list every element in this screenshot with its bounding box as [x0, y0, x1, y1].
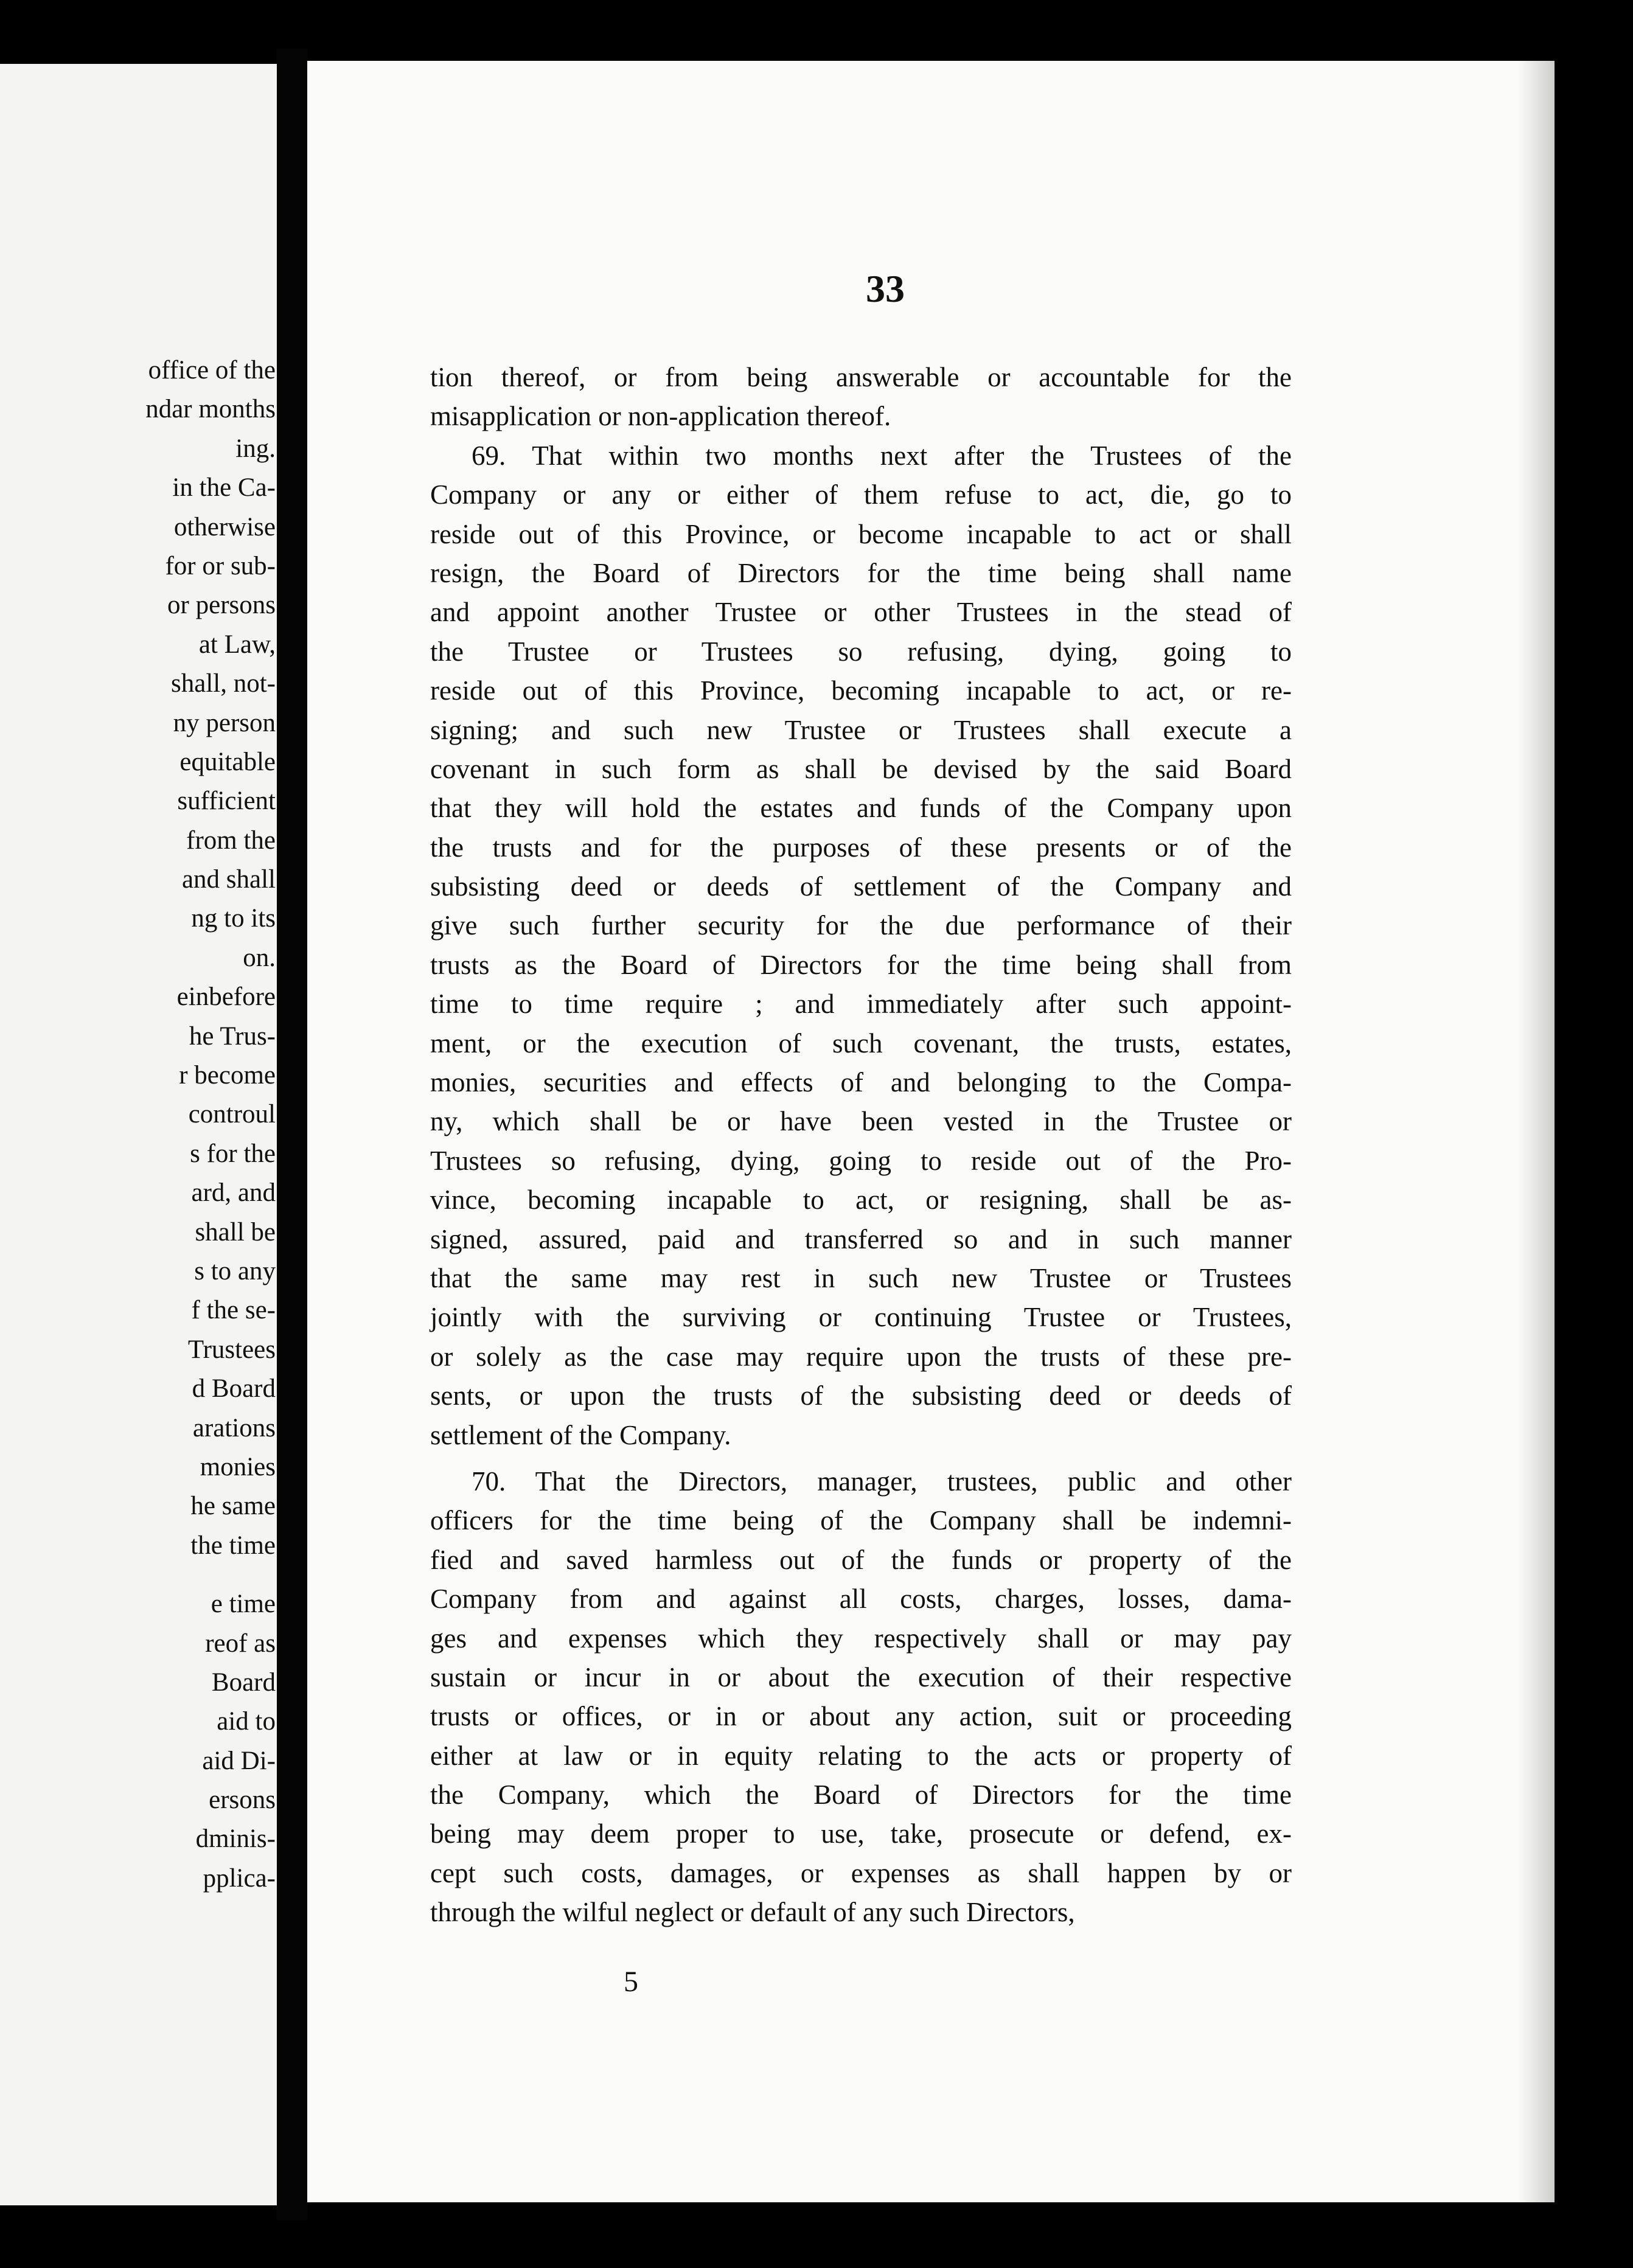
text-line: ges and expenses which they respectively shall or may pay: [430, 1623, 1292, 1654]
page-number: 33: [866, 267, 905, 310]
left-page-line: shall be: [195, 1217, 276, 1247]
left-page-line: or persons: [167, 591, 276, 620]
text-line: the Company, which the Board of Directors for the time: [430, 1779, 1292, 1811]
text-line: monies, securities and effects of and belonging to the Compa-: [430, 1067, 1292, 1098]
left-page-line: einbefore: [176, 983, 276, 1012]
text-line: sustain or incur in or about the execution of their respective: [430, 1661, 1292, 1692]
text-line: reside out of this Province, becoming incapable to act, or re-: [430, 675, 1292, 706]
text-line: and appoint another Trustee or other Trustees in the stead of: [430, 597, 1292, 628]
left-page-line: at Law,: [198, 630, 276, 659]
text-line: or solely as the case may require upon the trusts of these pre-: [430, 1341, 1292, 1372]
left-page-line: and shall: [181, 865, 276, 894]
left-page-line: d Board: [192, 1374, 276, 1404]
left-page-line: Trustees: [187, 1335, 276, 1364]
left-page-line: office of the: [148, 356, 276, 384]
left-page-line: on.: [243, 943, 276, 972]
text-line: trusts as the Board of Directors for the time being shall from: [430, 949, 1292, 980]
left-page-line: controul: [188, 1100, 276, 1129]
text-line: resign, the Board of Directors for the time being shall name: [430, 557, 1292, 588]
left-page-line: aid Di-: [202, 1746, 276, 1775]
text-line: Company or any or either of them refuse to act, die, go to: [430, 479, 1292, 510]
left-page-text-fragments: [0, 351, 277, 1898]
left-page-line: shall, not-: [171, 669, 276, 698]
text-line: give such further security for the due performance of their: [430, 910, 1292, 941]
text-line: Trustees so refusing, dying, going to reside out of the Pro-: [430, 1145, 1292, 1176]
left-page: [0, 64, 277, 2205]
book-gutter: [277, 49, 307, 2221]
text-line: being may deem proper to use, take, prosecute or defend, ex-: [430, 1818, 1292, 1849]
text-line: settlement of the Company.: [430, 1419, 731, 1450]
text-line: time to time require ; and immediately after such appoint-: [430, 989, 1292, 1020]
text-line: fied and saved harmless out of the funds or property of the: [430, 1544, 1292, 1575]
left-page-line: ersons: [209, 1786, 276, 1815]
left-page-line: s to any: [194, 1256, 276, 1285]
text-line: jointly with the surviving or continuing Trustee or Trustees,: [430, 1302, 1292, 1333]
text-line: signing; and such new Trustee or Trustees shall execute a: [430, 714, 1292, 745]
left-page-line: the time: [190, 1531, 276, 1560]
left-page-line: in the Ca-: [172, 473, 276, 503]
left-page-line: ing.: [235, 434, 276, 463]
text-line: vince, becoming incapable to act, or resigning, shall be as-: [430, 1184, 1292, 1216]
left-page-line: from the: [186, 826, 276, 855]
text-line: the Trustee or Trustees so refusing, dying, going to: [430, 636, 1292, 667]
left-page-line: he same: [190, 1492, 276, 1521]
text-line: the trusts and for the purposes of these presents or of the: [430, 832, 1292, 863]
body-text: [430, 358, 1292, 1932]
text-line: that they will hold the estates and funds of the Company upon: [430, 793, 1292, 824]
right-page: [307, 61, 1555, 2202]
text-line: through the wilful neglect or default of any such Directors,: [430, 1897, 1075, 1928]
left-page-line: [0, 1565, 277, 1585]
text-line: either at law or in equity relating to the acts or property of: [430, 1740, 1292, 1771]
left-page-line: e time: [211, 1590, 276, 1619]
left-page-line: ard, and: [191, 1178, 276, 1208]
text-line: trusts or offices, or in or about any action, suit or proceeding: [430, 1701, 1292, 1732]
left-page-line: he Trus-: [189, 1021, 276, 1051]
text-line: ment, or the execution of such covenant, the trusts, estates,: [430, 1028, 1292, 1059]
text-line: reside out of this Province, or become incapable to act or shall: [430, 518, 1292, 549]
left-page-line: ndar months: [145, 395, 276, 424]
text-line: 69. That within two months next after the Trustees of the: [472, 440, 1292, 471]
text-line: officers for the time being of the Company shall be indemni-: [430, 1505, 1292, 1536]
left-page-line: sufficient: [177, 787, 276, 816]
left-page-line: r become: [179, 1061, 276, 1090]
text-line: cept such costs, damages, or expenses as shall happen by or: [430, 1857, 1292, 1888]
left-page-line: dminis-: [195, 1824, 276, 1854]
left-page-line: f the se-: [191, 1296, 276, 1325]
text-line: tion thereof, or from being answerable or accountable for the: [430, 362, 1292, 392]
text-line: ny, which shall be or have been vested in the Trustee or: [430, 1106, 1292, 1137]
left-page-line: otherwise: [173, 512, 276, 541]
left-page-line: Board: [211, 1668, 276, 1697]
signature-mark: 5: [624, 1966, 638, 1998]
left-page-line: reof as: [205, 1629, 276, 1658]
left-page-line: ny person: [173, 708, 276, 737]
paragraph-gap: [430, 1455, 1292, 1462]
text-line: signed, assured, paid and transferred so and in such manner: [430, 1223, 1292, 1254]
left-page-line: ng to its: [191, 904, 276, 933]
left-page-line: monies: [200, 1452, 276, 1481]
left-page-line: pplica-: [203, 1863, 276, 1893]
text-line: covenant in such form as shall be devised by the said Board: [430, 753, 1292, 784]
left-page-line: aid to: [217, 1707, 276, 1736]
text-line: Company from and against all costs, charges, losses, dama-: [430, 1584, 1292, 1615]
text-line: that the same may rest in such new Trustee or Trustees: [430, 1262, 1292, 1293]
text-line: subsisting deed or deeds of settlement of the Company and: [430, 871, 1292, 902]
text-line: misapplication or non-application thereof.: [430, 401, 891, 432]
left-page-line: equitable: [179, 747, 276, 776]
left-page-line: arations: [192, 1413, 276, 1442]
left-page-line: for or sub-: [165, 551, 276, 580]
page-edge-shadow: [1518, 61, 1555, 2202]
left-page-line: s for the: [190, 1139, 276, 1168]
text-line: 70. That the Directors, manager, trustees, public and other: [472, 1466, 1292, 1497]
text-line: sents, or upon the trusts of the subsisting deed or deeds of: [430, 1380, 1292, 1411]
